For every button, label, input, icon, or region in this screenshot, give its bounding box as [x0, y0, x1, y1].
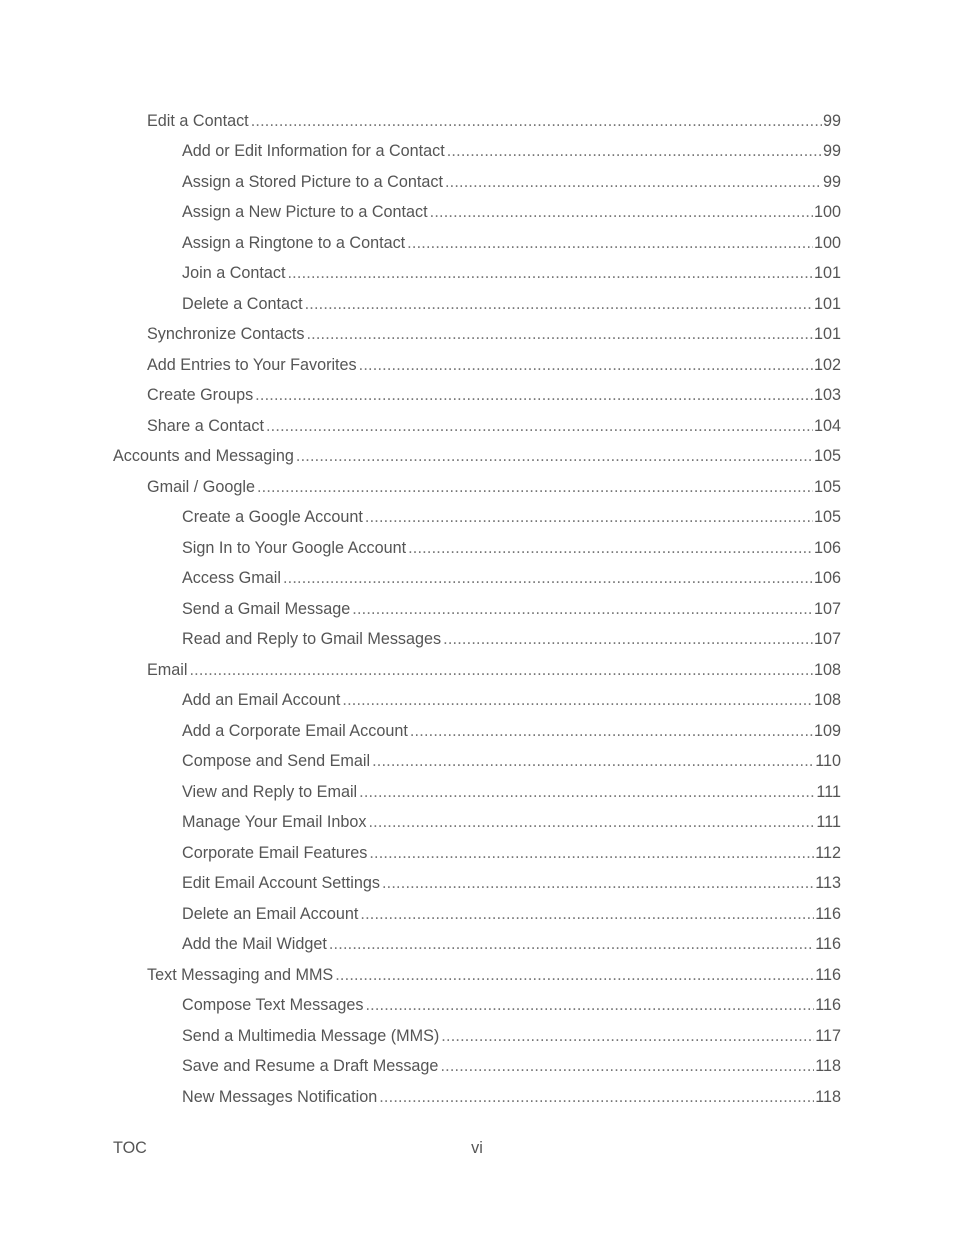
toc-entry[interactable]	[0, 747, 954, 778]
toc-entry[interactable]	[0, 381, 954, 412]
toc-entry[interactable]	[0, 411, 954, 442]
toc-entry[interactable]	[0, 289, 954, 320]
toc-dot-leader	[251, 112, 822, 131]
toc-entry-page-number: 109	[813, 721, 841, 740]
toc-entry-title: Create a Google Account	[182, 508, 363, 527]
toc-entry[interactable]	[0, 1021, 954, 1052]
toc-dot-leader	[283, 569, 813, 588]
toc-dot-leader	[368, 813, 815, 832]
toc-entry-title: Corporate Email Features	[182, 843, 368, 862]
toc-entry-page-number: 100	[813, 233, 841, 252]
footer-section-label: TOC	[113, 1139, 147, 1157]
toc-entry[interactable]	[0, 686, 954, 717]
toc-entry-page-number: 105	[813, 508, 841, 527]
toc-dot-leader	[360, 905, 814, 924]
toc-entry-page-number: 106	[813, 538, 841, 557]
toc-entry-title: Access Gmail	[182, 569, 281, 588]
toc-entry-title: View and Reply to Email	[182, 782, 358, 801]
toc-dot-leader	[296, 447, 813, 466]
toc-entry-title: Assign a Stored Picture to a Contact	[182, 172, 443, 191]
toc-entry-page-number: 116	[815, 904, 841, 923]
toc-entry[interactable]	[0, 991, 954, 1022]
toc-entry[interactable]	[0, 594, 954, 625]
toc-entry-title: Add a Corporate Email Account	[182, 721, 408, 740]
toc-entry-title: Delete an Email Account	[182, 904, 359, 923]
toc-dot-leader	[430, 203, 813, 222]
toc-dot-leader	[365, 996, 814, 1015]
toc-dot-leader	[369, 844, 814, 863]
toc-dot-leader	[407, 234, 813, 253]
toc-entry-page-number: 99	[822, 111, 841, 130]
toc-entry-title: Edit Email Account Settings	[182, 874, 380, 893]
toc-entry-title: Send a Gmail Message	[182, 599, 351, 618]
toc-entry-title: Gmail / Google	[147, 477, 255, 496]
toc-entry[interactable]	[0, 228, 954, 259]
toc-dot-leader	[440, 1057, 814, 1076]
toc-entry-page-number: 105	[813, 447, 841, 466]
toc-entry[interactable]	[0, 564, 954, 595]
toc-entry[interactable]	[0, 198, 954, 229]
toc-dot-leader	[443, 630, 813, 649]
toc-entry-title: Synchronize Contacts	[147, 325, 305, 344]
toc-entry-title: Read and Reply to Gmail Messages	[182, 630, 442, 649]
toc-entry-title: Share a Contact	[147, 416, 264, 435]
toc-entry[interactable]	[0, 960, 954, 991]
toc-entry-page-number: 106	[813, 569, 841, 588]
toc-entry-page-number: 101	[813, 264, 841, 283]
footer-page-number: vi	[471, 1139, 483, 1157]
toc-entry-page-number: 99	[822, 172, 841, 191]
toc-entry-page-number: 112	[815, 843, 841, 862]
toc-entry-title: New Messages Notification	[182, 1087, 378, 1106]
toc-dot-leader	[408, 539, 813, 558]
toc-entry-page-number: 105	[813, 477, 841, 496]
toc-entry[interactable]	[0, 442, 954, 473]
toc-dot-leader	[441, 1027, 814, 1046]
toc-dot-leader	[352, 600, 813, 619]
toc-entry[interactable]	[0, 716, 954, 747]
toc-dot-leader	[329, 935, 814, 954]
toc-entry-page-number: 103	[813, 386, 841, 405]
toc-entry-title: Text Messaging and MMS	[147, 965, 334, 984]
table-of-contents	[0, 106, 954, 1113]
toc-entry-page-number: 117	[815, 1026, 841, 1045]
toc-entry[interactable]	[0, 655, 954, 686]
toc-entry[interactable]	[0, 350, 954, 381]
toc-entry[interactable]	[0, 533, 954, 564]
toc-entry-title: Send a Multimedia Message (MMS)	[182, 1026, 440, 1045]
toc-entry-title: Edit a Contact	[147, 111, 249, 130]
toc-entry[interactable]	[0, 320, 954, 351]
toc-entry-title: Sign In to Your Google Account	[182, 538, 407, 557]
toc-entry[interactable]	[0, 838, 954, 869]
toc-dot-leader	[266, 417, 813, 436]
toc-dot-leader	[359, 783, 815, 802]
toc-entry-title: Add an Email Account	[182, 691, 341, 710]
toc-entry[interactable]	[0, 167, 954, 198]
toc-dot-leader	[255, 386, 813, 405]
toc-entry-page-number: 118	[815, 1057, 841, 1076]
toc-dot-leader	[445, 173, 822, 192]
toc-entry-page-number: 101	[813, 294, 841, 313]
toc-entry-page-number: 107	[813, 630, 841, 649]
toc-entry-title: Add or Edit Information for a Contact	[182, 142, 445, 161]
toc-entry-page-number: 110	[815, 752, 841, 771]
toc-entry-title: Accounts and Messaging	[113, 447, 294, 466]
toc-dot-leader	[335, 966, 814, 985]
toc-entry-page-number: 118	[815, 1087, 841, 1106]
toc-entry[interactable]	[0, 899, 954, 930]
toc-entry[interactable]	[0, 1082, 954, 1113]
toc-entry-page-number: 107	[813, 599, 841, 618]
toc-entry-title: Assign a Ringtone to a Contact	[182, 233, 406, 252]
toc-dot-leader	[365, 508, 813, 527]
toc-dot-leader	[342, 691, 813, 710]
toc-entry-page-number: 108	[813, 691, 841, 710]
toc-dot-leader	[359, 356, 813, 375]
toc-entry-title: Create Groups	[147, 386, 254, 405]
toc-dot-leader	[447, 142, 822, 161]
toc-dot-leader	[305, 295, 813, 314]
toc-dot-leader	[379, 1088, 814, 1107]
toc-entry-page-number: 116	[815, 965, 841, 984]
toc-entry-page-number: 108	[813, 660, 841, 679]
toc-entry-page-number: 99	[822, 142, 841, 161]
toc-entry[interactable]	[0, 869, 954, 900]
toc-entry-title: Join a Contact	[182, 264, 286, 283]
toc-entry[interactable]	[0, 625, 954, 656]
toc-dot-leader	[287, 264, 813, 283]
toc-entry-page-number: 104	[813, 416, 841, 435]
toc-entry-page-number: 100	[813, 203, 841, 222]
toc-entry-page-number: 113	[815, 874, 841, 893]
toc-entry-page-number: 116	[815, 996, 841, 1015]
toc-dot-leader	[410, 722, 813, 741]
toc-entry[interactable]	[0, 472, 954, 503]
toc-entry-title: Compose and Send Email	[182, 752, 371, 771]
toc-dot-leader	[306, 325, 813, 344]
toc-entry-page-number: 102	[813, 355, 841, 374]
toc-entry-title: Email	[147, 660, 188, 679]
toc-entry-title: Assign a New Picture to a Contact	[182, 203, 428, 222]
toc-entry-page-number: 111	[816, 782, 841, 801]
toc-entry[interactable]	[0, 777, 954, 808]
toc-entry-title: Save and Resume a Draft Message	[182, 1057, 439, 1076]
toc-entry-title: Compose Text Messages	[182, 996, 364, 1015]
toc-entry[interactable]	[0, 503, 954, 534]
toc-entry[interactable]	[0, 808, 954, 839]
toc-dot-leader	[372, 752, 814, 771]
toc-dot-leader	[382, 874, 814, 893]
toc-entry-title: Add the Mail Widget	[182, 935, 327, 954]
toc-entry[interactable]	[0, 259, 954, 290]
toc-entry-page-number: 101	[813, 325, 841, 344]
toc-entry[interactable]	[0, 930, 954, 961]
toc-entry-title: Delete a Contact	[182, 294, 303, 313]
toc-entry[interactable]	[0, 137, 954, 168]
toc-entry[interactable]	[0, 1052, 954, 1083]
toc-entry-title: Add Entries to Your Favorites	[147, 355, 357, 374]
toc-entry[interactable]	[0, 106, 954, 137]
toc-entry-page-number: 111	[816, 813, 841, 832]
toc-dot-leader	[189, 661, 813, 680]
toc-entry-page-number: 116	[815, 935, 841, 954]
toc-dot-leader	[257, 478, 813, 497]
toc-entry-title: Manage Your Email Inbox	[182, 813, 367, 832]
